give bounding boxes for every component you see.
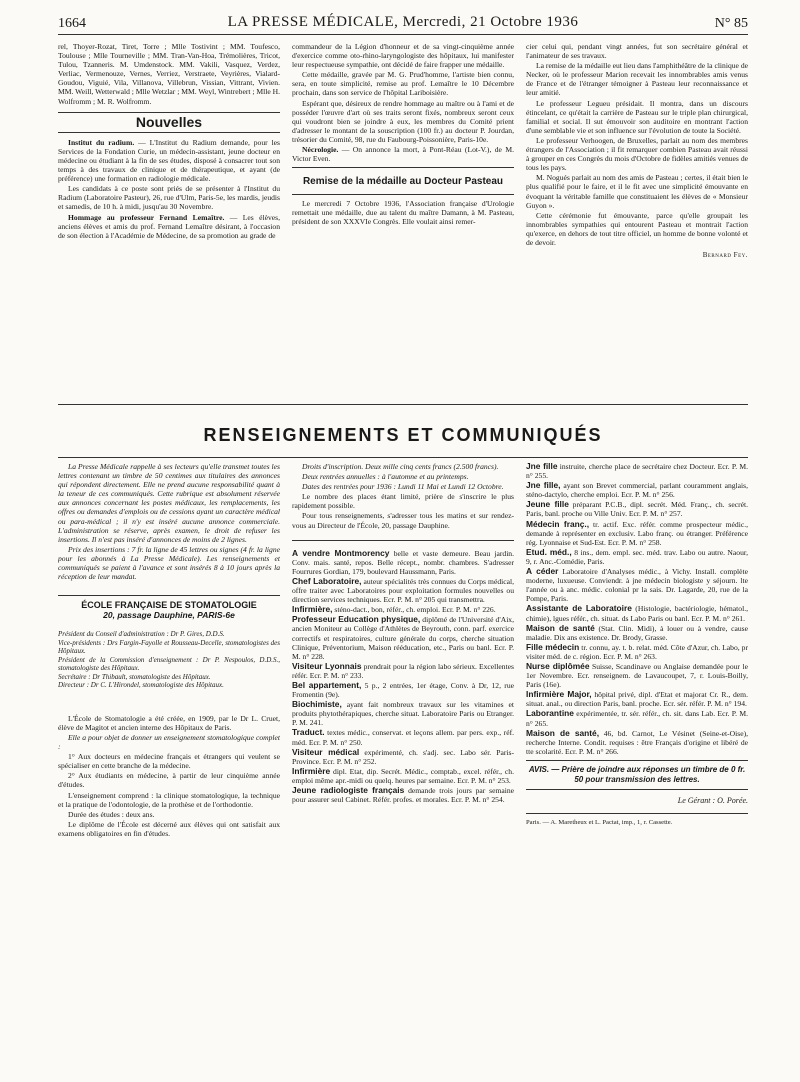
classified-ad: Maison de santé (Stat. Clin. Midi), à louer ou à vendre, cause maladie. Dix ans existence. Dr. Brody, Grasse. (526, 622, 748, 642)
classified-ad: Jeune radiologiste français demande trois jours par semaine pour assurer seul Cabinet. Référ. profes. et morales. Ecr. P. M. n° 254. (292, 785, 514, 805)
divider (292, 194, 514, 195)
staff-entry: Secrétaire : Dr Thibault, stomatologiste des Hôpitaux. (58, 672, 211, 681)
remise-paragraph-5: M. Nogués parlait au nom des amis de Pasteau ; certes, il était bien le plus qualifié pour le faire, et il le fit avec une simplicité émouvante en évoquant la véritable famille que constituaient les élèves de « Monsieur Guyon ». (526, 173, 748, 210)
author-signature: Bernard Fey. (702, 251, 748, 260)
remise-paragraph: Le mercredi 7 Octobre 1936, l'Association française d'Urologie remettait une médaille, due au talent du maître Damann, à M. Pasteau, président de son XXXVIe Congrès. Elle voulait ainsi remer- (292, 199, 514, 227)
avis-notice: AVIS. — Prière de joindre aux réponses un timbre de 0 fr. 50 pour transmission des lettres. (526, 760, 748, 790)
page-number: 1664 (58, 16, 86, 31)
publication-title: LA PRESSE MÉDICALE, (227, 14, 399, 30)
divider (292, 167, 514, 168)
necrologie-paragraph: Nécrologie. — On annonce la mort, à Pont-Réau (Lot-V.), de M. Victor Even. (292, 145, 514, 164)
intro-notice: La Presse Médicale rappelle à ses lecteurs qu'elle transmet toutes les lettres contenant un timbre de 50 centimes aux titulaires des annonces qui répondent directement. Elle ne prend aucune responsabilité quant à la teneur de ces communiqués. Cette rubrique est absolument réservée aux annonces concernant les postes médicaux, les remplacements, les offres ou demandes d'emplois ou de cessions ayant un caractère médical ou para-médical ; il n'y est inséré aucune annonce commerciale. L'administration se réserve, après examen, le droit de refuser les insertions. Il n'est pas inséré d'annonces de moins de 2 lignes. (58, 462, 280, 544)
institut-heading: Institut du radium. (68, 137, 135, 147)
ecole-paragraph: Durée des études : deux ans. (68, 809, 155, 819)
necrologie-heading: Nécrologie. (302, 145, 339, 155)
names-list: rel, Thoyer-Rozat, Tiret, Torre ; Mlle Tostivint ; MM. Toufesco, Toulouse ; Mlle Tourneville ; MM. Tran-Van-Hoa, Trémolières, Tricot, Tulou, Tzanneris. M. Umdenstock. MM. Vakili, Vasquez, Verdez, Verliac, Vermenouze, Vernes, Verriez, Verstraete, Veyrières, Vialard-Goudou, Viguié, Vila, Villanova, Villebrun, Vissian, Vittrant, Vivien. MM. Weill, Wetterwald ; Mlle Wetzlar ; MM. Weyl, Wintrebert ; Mlle H. Wolfromm ; M. R. Wolfromm. (58, 42, 280, 106)
ecole-paragraph: Dates des rentrées pour 1936 : Lundi 11 Mai et Lundi 12 Octobre. (302, 482, 504, 492)
staff-entry: Vice-présidents : Drs Fargin-Fayolle et Rousseau-Decelle, stomatologistes des Hôpitaux. (58, 638, 280, 656)
remise-continued: cier celui qui, pendant vingt années, fut son secrétaire général et l'animateur de ses travaux. (526, 42, 748, 61)
ecole-paragraph: Pour tous renseignements, s'adresser tous les matins et sur rendez-vous au Directeur de l'École, 20, passage Dauphine. (292, 511, 514, 530)
classified-ad: Infirmière Major, hôpital privé, dipl. d'Etat et majorat Cr. R., dem. situat. anal., ou direction Paris, banl. proche. Ecr. sér. référ. P. M. n° 194. (526, 689, 748, 709)
institut-paragraph: Institut du radium. — L'Institut du Radium demande, pour les Services de la Fondation Curie, un médecin-assistant, jeune docteur en médecine ou étudiant à la fin de ses études, disposé à consacrer tout son temps à des travaux de clinique et de thérapeutique, et ayant (de préférence) une formation en radiologie médicale. (58, 137, 280, 184)
ecole-paragraph: Le diplôme de l'École est décerné aux élèves qui ont satisfait aux examens obligatoires en fin d'études. (58, 819, 280, 838)
ecole-paragraph: Le nombre des places étant limité, prière de s'inscrire le plus rapidement possible. (292, 492, 514, 511)
ecole-paragraph: L'École de Stomatologie a été créée, en 1909, par le Dr L. Cruet, élève de Magitot et ancien interne des Hôpitaux de Paris. (58, 713, 280, 732)
classified-ad: Assistante de Laboratoire (Histologie, bactériologie, hématol., chimie), lgues référ., ch. situat. ds Labo Paris ou banl. Ecr. P. M. n° 261. (526, 603, 748, 623)
staff-entry: Président de la Commission d'enseignement : Dr P. Nespoulos, D.D.S., stomatologiste des Hôpitaux. (58, 655, 280, 673)
newspaper-page (58, 12, 748, 838)
ecole-paragraph: 1° Aux docteurs en médecine français et étrangers qui veulent se spécialiser en cette branche de la médecine. (58, 752, 280, 771)
classified-ad: Infirmière, sténo-dact., bon, référ., ch. emploi. Ecr. P. M. n° 226. (292, 604, 496, 615)
classified-ad: Jne fille instruite, cherche place de secrétaire chez Docteur. Ecr. P. M. n° 255. (526, 462, 748, 481)
issue-date: Mercredi, 21 Octobre 1936 (402, 14, 579, 30)
remise-paragraph-6: Cette cérémonie fut émouvante, parce qu'elle groupait les innombrables sympathies qui entourent Pasteau et montrait l'action qu'exerce, en dehors de tout titre officiel, un homme de bonne volonté et de devoir. (526, 210, 748, 247)
classified-ad: Traduct. textes médic., conservat. et leçons allem. par pers. exp., réf. méd. Ecr. P. M. n° 250. (292, 727, 514, 747)
section-rule-top (58, 404, 748, 405)
classified-ad: A céder Laboratoire d'Analyses médic., à Vichy. Install. complète moderne, luxueuse. Conviendr. à jne médecin biologiste y séjourn. lte l'année ou à anc. médic. colonial pr la sais. Dr. Lagarde, 20, rue de la Pompe, Paris. (526, 566, 748, 604)
section-title: RENSEIGNEMENTS ET COMMUNIQUÉS (203, 425, 603, 445)
institut-paragraph-2: Les candidats à ce poste sont priés de se présenter à l'Institut du Radium (Laboratoire Pasteur), 26, rue d'Ulm, Paris-5e, les mardis, jeudis et samedis, de 10 h. à midi, jusqu'au 30 Novembre. (58, 184, 280, 212)
page-header (58, 12, 748, 35)
hommage-continued: commandeur de la Légion d'honneur et de sa vingt-cinquième année d'exercice comme oto-rhino-laryngologiste des hôpitaux, lui manifester leur respectueuse sympathie, ont décidé de faire frapper une médaille. (292, 42, 514, 70)
section-rule-bottom (58, 457, 748, 458)
nouvelles-heading: Nouvelles (58, 112, 280, 133)
classified-ad: Maison de santé, 46, bd. Carnot, Le Vésinet (Seine-et-Oise), recherche Interne. Condit. requises : être Français d'origine et libéré de tte scolarité. Ecr. P. M. n° 266. (526, 727, 748, 756)
hommage-heading: Hommage au professeur Fernand Lemaître. (68, 212, 225, 222)
bottom-column-1 (58, 462, 280, 1077)
classified-ad: Fille médecin tr. connu, ay. t. b. relat. méd. Côte d'Azur, ch. Labo, pr visiter méd. de c. région. Ecr. P. M. n° 263. (526, 641, 748, 661)
divider (292, 540, 514, 541)
staff-entry: Directeur : Dr C. L'Hirondel, stomatologiste des Hôpitaux. (58, 681, 224, 690)
classified-ad: Laborantine expérimentée, tr. sér. référ., ch. sit. dans Lab. Ecr. P. M. n° 265. (526, 708, 748, 728)
printer-imprint: Paris. — A. Maretheux et L. Pactat, imp., 1, r. Cassette. (526, 813, 748, 827)
classified-ad: Biochimiste, ayant fait nombreux travaux sur les vitamines et produits phytothérapiques, cherche situat. Laboratoire Paris ou Etranger. P. M. 241. (292, 699, 514, 728)
remise-heading: Remise de la médaille au Docteur Pasteau (302, 176, 504, 188)
classified-ad: Jeune fille préparant P.C.B., dipl. secrét. Méd. Franç., ch. secrét. Paris, banl. proche ou Ville Univ. Ecr. P. M. n° 257. (526, 499, 748, 519)
pricing-notice: Prix des insertions : 7 fr. la ligne de 45 lettres ou signes (4 fr. la ligne pour les abonnés à La Presse Médicale). Les renseignements et communiqués se paient à l'avance et sont insérés 8 à 10 jours après la réception de leur mandat. (58, 544, 280, 582)
classified-ad: Etud. méd., 8 ins., dem. empl. sec. méd. trav. Labo ou autre. Naour, 9, r. Anc.-Comédie, Paris. (526, 546, 748, 566)
classified-ad: Bel appartement, 5 p., 2 entrées, 1er étage, Conv. à Dr, 12, rue Fromentin (9e). (292, 679, 514, 700)
ecole-title: ÉCOLE FRANÇAISE DE STOMATOLOGIE (81, 600, 257, 611)
divider (58, 595, 280, 596)
souscription-paragraph: Espérant que, désireux de rendre hommage au maître ou à l'ami et de posséder l'œuvre d'art où ses traits seront fixés, nombreux seront ceux qui voudront bien se joindre à eux, les membres du Comité prient d'adresser le montant de la souscription (100 fr.) au docteur P. Jourdan, trésorier du Comité, 98, rue du Faubourg-Poissonière, Paris-10e. (292, 98, 514, 144)
classified-ad: Visiteur médical expérimenté, ch. s'adj. sec. Labo sér. Paris-Province. Ecr. P. M. n° 252. (292, 746, 514, 766)
ecole-paragraph: 2° Aux étudiants en médecine, à partir de leur cinquième année d'études. (58, 771, 280, 790)
ecole-staff (58, 630, 280, 690)
bottom-column-2 (292, 462, 514, 1077)
gerant-line: Le Gérant : O. Porée. (677, 795, 748, 805)
classified-ad: A vendre Montmorency belle et vaste demeure. Beau jardin. Conv. mais. santé, repos. Belle récept., nombr. chambres. S'adresser Fourrures Gordian, 179, boulevard Haussmann, Paris. (292, 547, 514, 576)
classified-ad: Jne fille, ayant son Brevet commercial, parlant couramment anglais, sténo-dactylo, cherche emploi. Ecr. P. M. n° 256. (526, 480, 748, 500)
classified-ad: Nurse diplômée Suisse, Scandinave ou Anglaise demandée pour le 1er Novembre. Ecr. renseignem. de Lavaucoupet, 7, r. Louis-Boilly, Paris (16e). (526, 660, 748, 690)
top-column-3 (526, 42, 748, 387)
classified-ad: Médecin franç., tr. actif. Exc. référ. comme prospecteur médic., demande à représenter en exclusiv. Labo franç. ou étranger. Préférence rég. Lyonnaise et Sud-Est. Ecr. P. M. n° 258. (526, 518, 748, 547)
ecole-paragraph: L'enseignement comprend : la clinique stomatologique, la technique et la pratique de l'odontologie, de la prothèse et de l'orthodontie. (58, 790, 280, 809)
ecole-paragraph: Droits d'inscription. Deux mille cinq cents francs (2.500 francs). (302, 462, 499, 471)
ecole-paragraph: Elle a pour objet de donner un enseignement stomatologique complet : (58, 733, 280, 752)
classified-ad: Infirmière dipl. Etat, dip. Secrét. Médic., comptab., excel. référ., ch. emploi même apr.-midi ou quelq. heures par semaine. Ecr. P. M. n° 253. (292, 765, 514, 785)
remise-paragraph-2: La remise de la médaille eut lieu dans l'amphithéâtre de la clinique de Necker, où le professeur Marion recevait les innombrables amis venus de France et de l'étranger témoigner à Pasteau leur reconnaissance et leur amitié. (526, 61, 748, 98)
masthead (58, 14, 748, 31)
top-column-1 (58, 42, 280, 372)
classified-ad: Visiteur Lyonnais prendrait pour la région labo sérieux. Excellentes référ. Ecr. P. M. n° 233. (292, 660, 514, 680)
classified-ad: Chef Laboratoire, auteur spécialités très connues du Corps médical, offre traiter avec Laboratoires pour exploitation formules nouvelles ou direction services techniques. Ecr. P. M. n° 205 qui transmettra. (292, 575, 514, 605)
classified-ad: Professeur Education physique, diplômé de l'Université d'Aix, ancien Moniteur au Collège d'Athlètes de Beyrouth, conn. parf. exercice correctifs et respiratoires, culture générale du corps, cherche situation Clinique, Préventorium, Maison rééducation, etc., Paris ou banl. Ecr. P. M. n° 228. (292, 614, 514, 661)
top-column-2 (292, 42, 514, 372)
ecole-address: 20, passage Dauphine, PARIS-6e (103, 610, 235, 621)
remise-paragraph-4: Le professeur Verhoogen, de Bruxelles, parlait au nom des membres étrangers de l'Association ; il fit remarquer combien Pasteau avait réussi à grouper en ces Congrès du mois d'Octobre de fidèles amitiés venues de tous les pays. (526, 135, 748, 173)
hommage-paragraph: Hommage au professeur Fernand Lemaître. — Les élèves, anciens élèves et amis du prof. Fernand Lemaître désirant, à l'occasion de son élection à l'Académie de Médecine, de sa promotion au grade de (58, 212, 280, 240)
medaille-paragraph: Cette médaille, gravée par M. G. Prud'homme, l'artiste bien connu, sera, en toute simplicité, remise au prof. Lemaître le 10 Décembre prochain, dans son service de l'hôpital Lariboisière. (292, 70, 514, 98)
bottom-column-3 (526, 462, 748, 1077)
issue-number: N° 85 (714, 16, 748, 31)
remise-paragraph-3: Le professeur Legueu présidait. Il montra, dans un discours étincelant, ce qu'était la carrière de Pasteau sur le triple plan chirurgical, familial et social. Il sut émouvoir son auditoire en montrant l'action d'une semblable vie et son influence sur l'évolution de toute la Société. (526, 98, 748, 135)
ecole-paragraph: Deux rentrées annuelles : à l'automne et au printemps. (302, 472, 469, 482)
staff-entry: Président du Conseil d'administration : Dr P. Gires, D.D.S. (58, 630, 225, 639)
